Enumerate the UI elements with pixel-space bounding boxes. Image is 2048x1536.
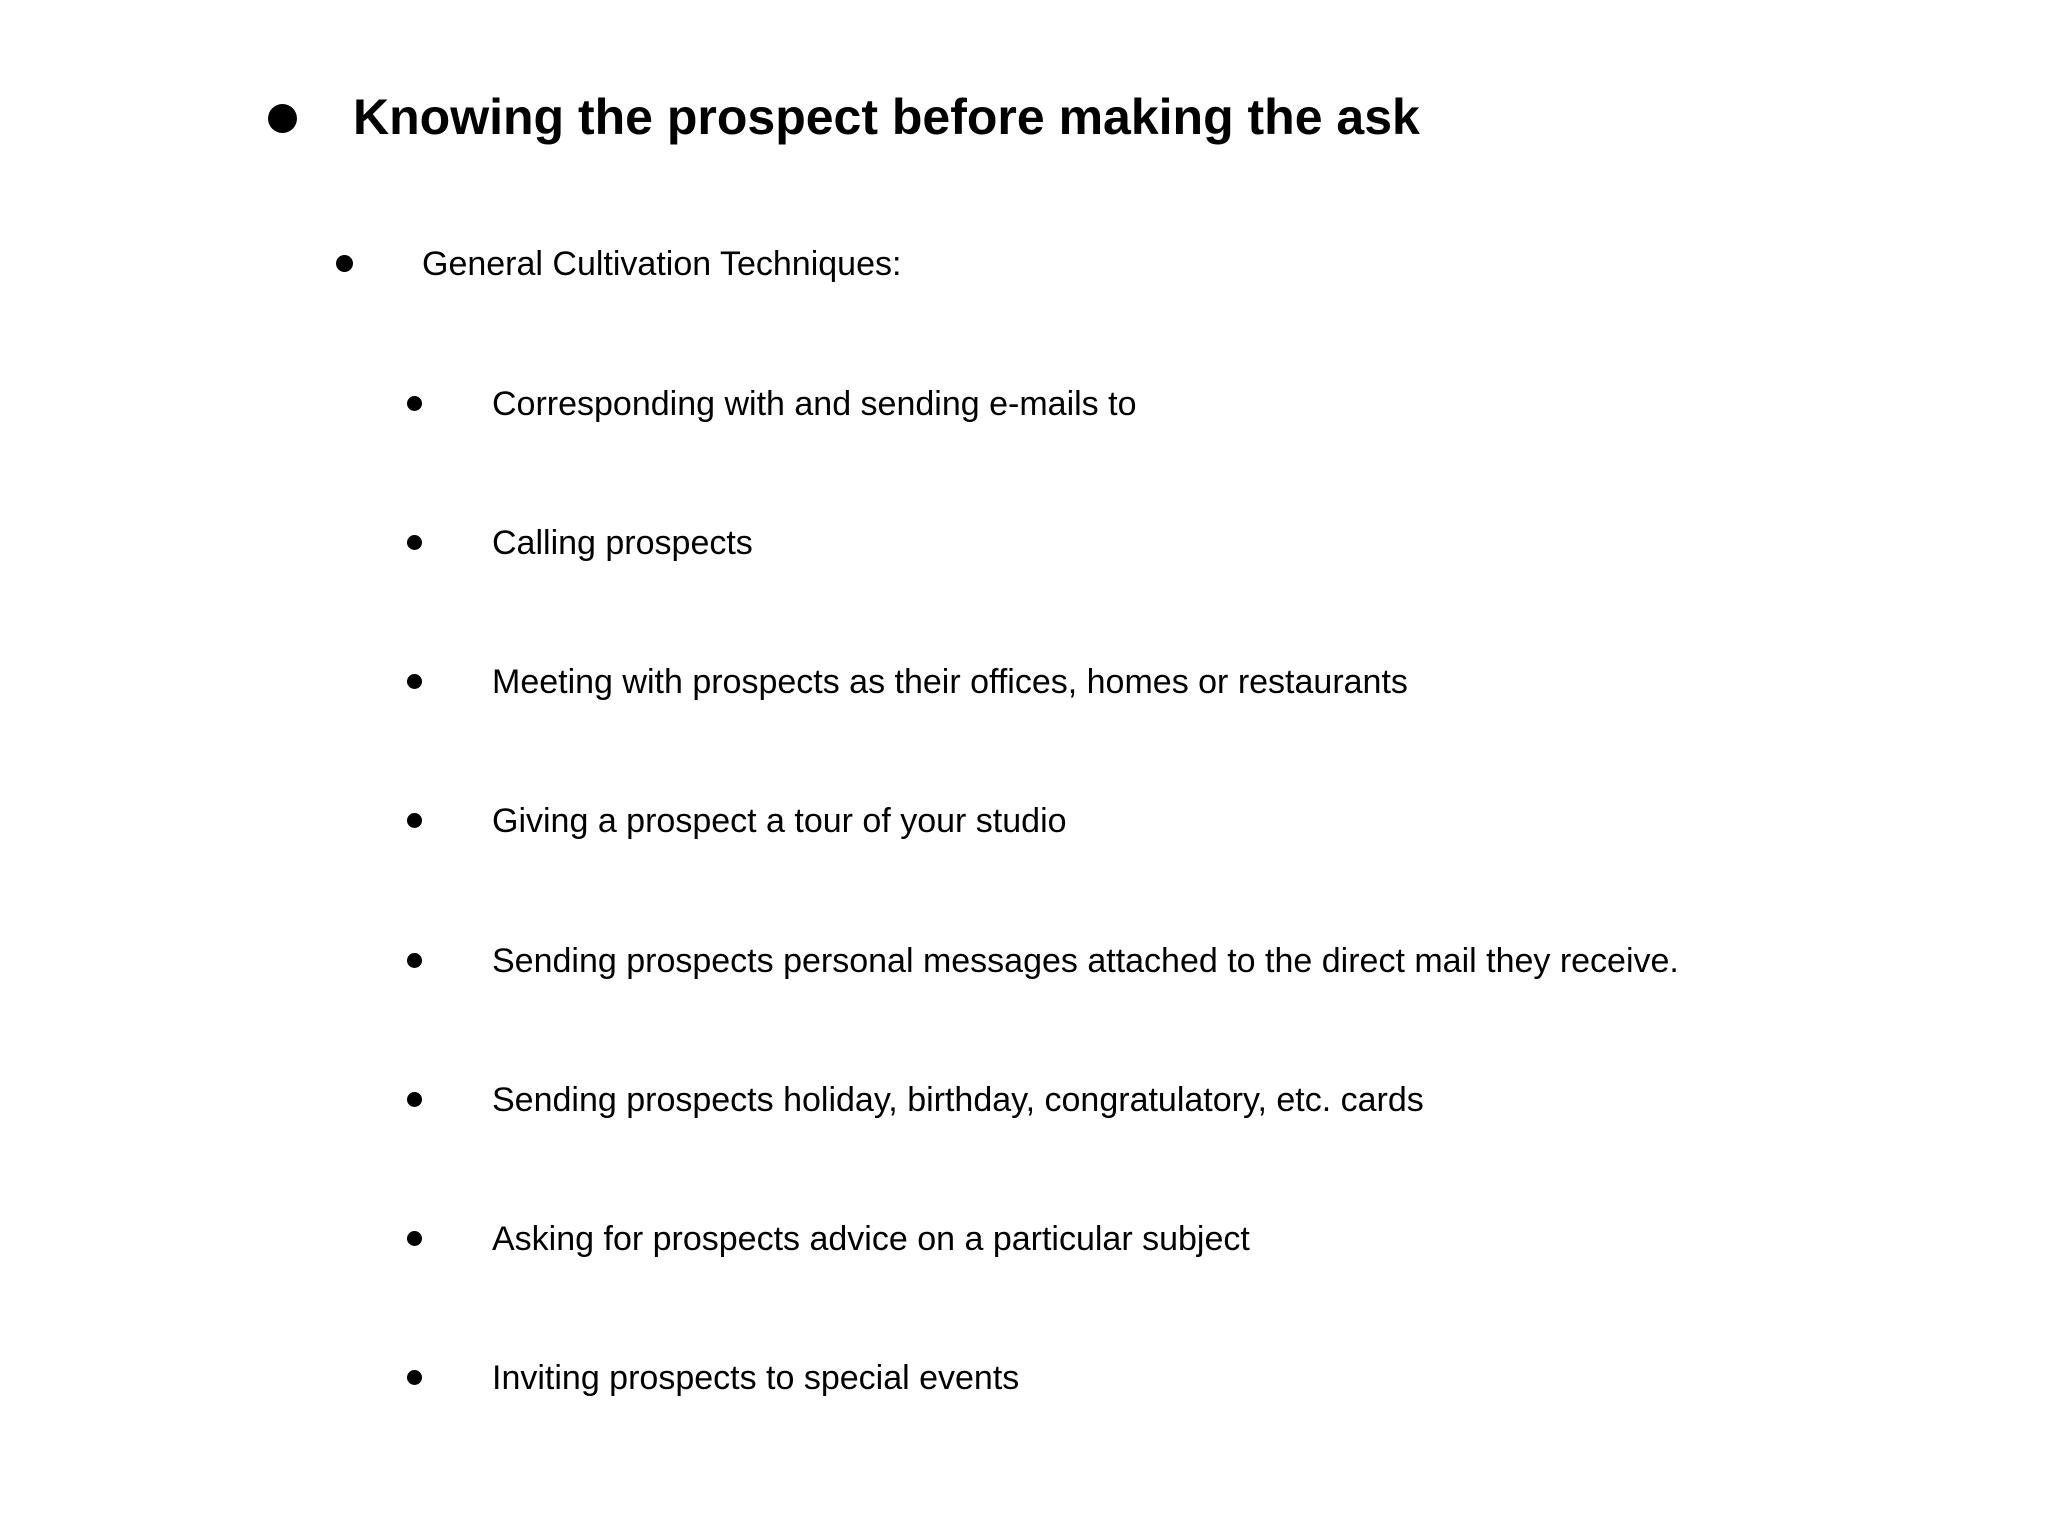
- list-item-text: Corresponding with and sending e-mails to: [492, 385, 1137, 423]
- bullet-dot-icon: [407, 535, 422, 550]
- bullet-dot-icon: [407, 396, 422, 411]
- bullet-dot-icon: [336, 255, 353, 272]
- slide-heading: Knowing the prospect before making the ask: [353, 89, 1420, 145]
- list-item-text: Meeting with prospects as their offices, homes or restaurants: [492, 663, 1408, 701]
- bullet-dot-icon: [407, 1231, 422, 1246]
- slide-subheading: General Cultivation Techniques:: [422, 245, 902, 283]
- bullet-dot-icon: [407, 813, 422, 828]
- list-item-text: Giving a prospect a tour of your studio: [492, 802, 1067, 840]
- bullet-dot-icon: [268, 104, 297, 133]
- bullet-dot-icon: [407, 674, 422, 689]
- list-item-text: Inviting prospects to special events: [492, 1359, 1020, 1397]
- list-item-text: Sending prospects personal messages attached to the direct mail they receive.: [492, 942, 1679, 980]
- list-item-text: Calling prospects: [492, 524, 753, 562]
- bullet-dot-icon: [407, 1370, 422, 1385]
- bullet-dot-icon: [407, 953, 422, 968]
- bullet-dot-icon: [407, 1092, 422, 1107]
- list-item-text: Sending prospects holiday, birthday, congratulatory, etc. cards: [492, 1081, 1424, 1119]
- list-item-text: Asking for prospects advice on a particular subject: [492, 1220, 1250, 1258]
